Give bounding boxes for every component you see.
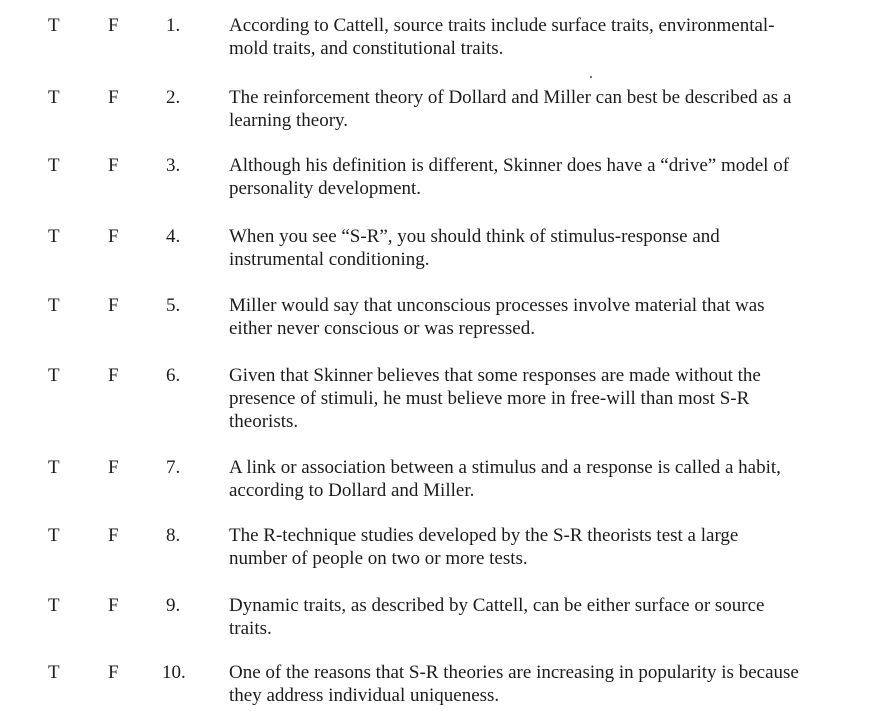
question-text — [229, 364, 849, 433]
question-line: number of people on two or more tests. — [229, 548, 528, 569]
true-option[interactable]: T — [48, 87, 60, 108]
question-number: 1. — [166, 15, 181, 36]
question-line: According to Cattell, source traits include surface traits, environmental- — [229, 15, 775, 36]
question-text — [229, 86, 849, 132]
question-number: 9. — [166, 595, 181, 616]
question-line: personality development. — [229, 178, 422, 199]
question-number: 6. — [166, 365, 181, 386]
true-option[interactable]: T — [48, 226, 60, 247]
false-option[interactable]: F — [108, 365, 119, 386]
false-option[interactable]: F — [108, 226, 119, 247]
question-line: Although his definition is different, Skinner does have a “drive” model of — [229, 155, 790, 176]
question-text — [229, 14, 849, 60]
true-option[interactable]: T — [48, 457, 60, 478]
false-option[interactable]: F — [108, 457, 119, 478]
question-number: 2. — [166, 87, 181, 108]
true-option[interactable]: T — [48, 295, 60, 316]
question-text — [229, 225, 849, 271]
question-text — [229, 294, 849, 340]
question-line: presence of stimuli, he must believe more in free-will than most S-R — [229, 388, 750, 409]
question-line: either never conscious or was repressed. — [229, 318, 535, 339]
false-option[interactable]: F — [108, 155, 119, 176]
question-line: Dynamic traits, as described by Cattell, can be either surface or source — [229, 595, 765, 616]
question-text — [229, 456, 849, 502]
false-option[interactable]: F — [108, 595, 119, 616]
question-line: theorists. — [229, 411, 299, 432]
question-line: Given that Skinner believes that some responses are made without the — [229, 365, 761, 386]
question-line: When you see “S-R”, you should think of stimulus-response and — [229, 226, 720, 247]
question-text — [229, 154, 849, 200]
question-number: 4. — [166, 226, 181, 247]
question-line: traits. — [229, 618, 272, 639]
true-option[interactable]: T — [48, 525, 60, 546]
true-option[interactable]: T — [48, 595, 60, 616]
question-text — [229, 524, 849, 570]
question-line: according to Dollard and Miller. — [229, 480, 475, 501]
question-text — [229, 661, 849, 707]
question-number: 5. — [166, 295, 181, 316]
false-option[interactable]: F — [108, 295, 119, 316]
question-line: The reinforcement theory of Dollard and Miller can best be described as a — [229, 87, 792, 108]
question-line: they address individual uniqueness. — [229, 685, 500, 706]
false-option[interactable]: F — [108, 525, 119, 546]
question-line: learning theory. — [229, 110, 349, 131]
question-text — [229, 594, 849, 640]
question-line: One of the reasons that S-R theories are increasing in popularity is because — [229, 662, 799, 683]
true-option[interactable]: T — [48, 365, 60, 386]
question-number: 3. — [166, 155, 181, 176]
question-number: 8. — [166, 525, 181, 546]
question-line: The R-technique studies developed by the S-R theorists test a large — [229, 525, 739, 546]
true-option[interactable]: T — [48, 15, 60, 36]
stray-mark — [590, 76, 592, 78]
question-number: 7. — [166, 457, 181, 478]
question-line: Miller would say that unconscious processes involve material that was — [229, 295, 765, 316]
true-option[interactable]: T — [48, 662, 60, 683]
true-option[interactable]: T — [48, 155, 60, 176]
question-line: mold traits, and constitutional traits. — [229, 38, 504, 59]
question-line: instrumental conditioning. — [229, 249, 430, 270]
question-line: A link or association between a stimulus and a response is called a habit, — [229, 457, 781, 478]
false-option[interactable]: F — [108, 662, 119, 683]
false-option[interactable]: F — [108, 87, 119, 108]
false-option[interactable]: F — [108, 15, 119, 36]
question-number: 10. — [162, 662, 186, 683]
